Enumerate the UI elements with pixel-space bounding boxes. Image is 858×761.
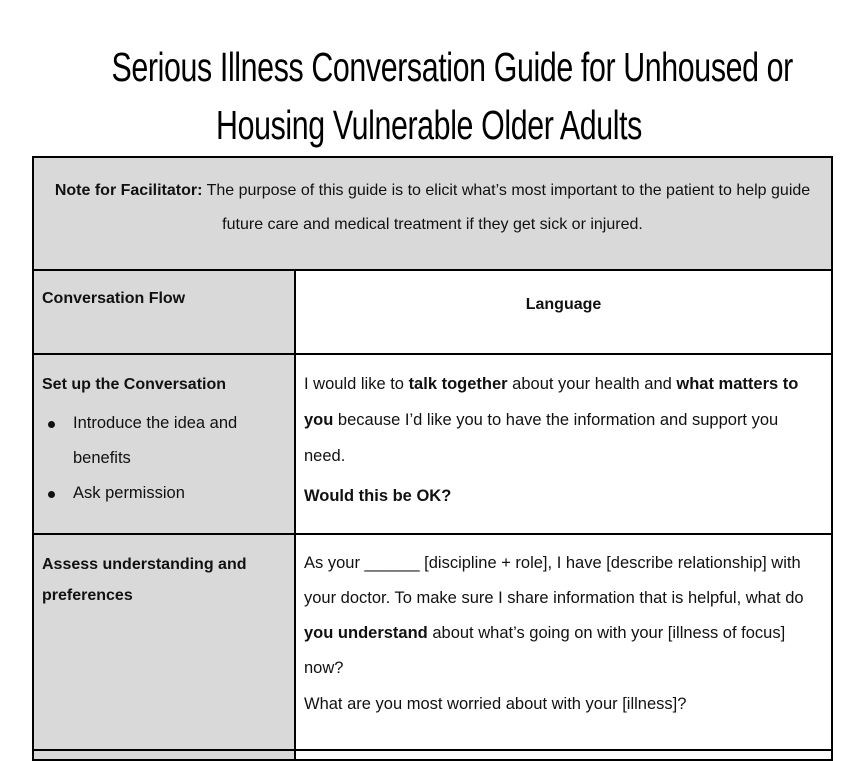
note-text: The purpose of this guide is to elicit what’s most important to the patient to help guide future care and medical treatment if they get sick or injured. bbox=[202, 182, 811, 233]
bullet-icon bbox=[48, 421, 55, 428]
flow-cell bbox=[33, 750, 295, 760]
language-cell bbox=[295, 750, 832, 760]
bullet-icon bbox=[48, 491, 55, 498]
document-title bbox=[111, 38, 793, 154]
flow-title: Assess understanding and preferences bbox=[42, 556, 247, 604]
language-cell bbox=[295, 534, 832, 750]
language-cell bbox=[295, 354, 832, 534]
flow-bullet-list bbox=[42, 406, 286, 511]
title-line-1: Serious Illness Conversation Guide for Unhoused or bbox=[111, 44, 793, 90]
language-question: Would this be OK? bbox=[304, 487, 452, 505]
table-row bbox=[33, 354, 832, 534]
language-paragraph: I would like to talk together about your health and what matters to you because I’d like you to have the information and support you need. bbox=[304, 375, 799, 465]
facilitator-note-row bbox=[33, 157, 832, 270]
language-question: What are you most worried about with your [illness]? bbox=[304, 695, 687, 713]
header-row bbox=[33, 270, 832, 354]
flow-bullet: Introduce the idea and benefits bbox=[42, 406, 286, 476]
conversation-guide-table bbox=[32, 156, 833, 761]
table-row bbox=[33, 534, 832, 750]
flow-cell bbox=[33, 354, 295, 534]
title-line-2: Housing Vulnerable Older Adults bbox=[216, 102, 642, 148]
header-conversation-flow: Conversation Flow bbox=[33, 270, 295, 354]
language-paragraph: As your ______ [discipline + role], I have [describe relationship] with your doctor. To make sure I share information that is helpful, what do you understand about what’s going on with your [illness of focus] now? bbox=[304, 554, 804, 677]
facilitator-note bbox=[33, 157, 832, 270]
note-label: Note for Facilitator: bbox=[54, 182, 203, 199]
header-language: Language bbox=[295, 270, 832, 354]
flow-bullet: Ask permission bbox=[42, 476, 286, 511]
flow-title: Set up the Conversation bbox=[42, 376, 227, 393]
table-row-partial bbox=[33, 750, 832, 760]
flow-cell bbox=[33, 534, 295, 750]
